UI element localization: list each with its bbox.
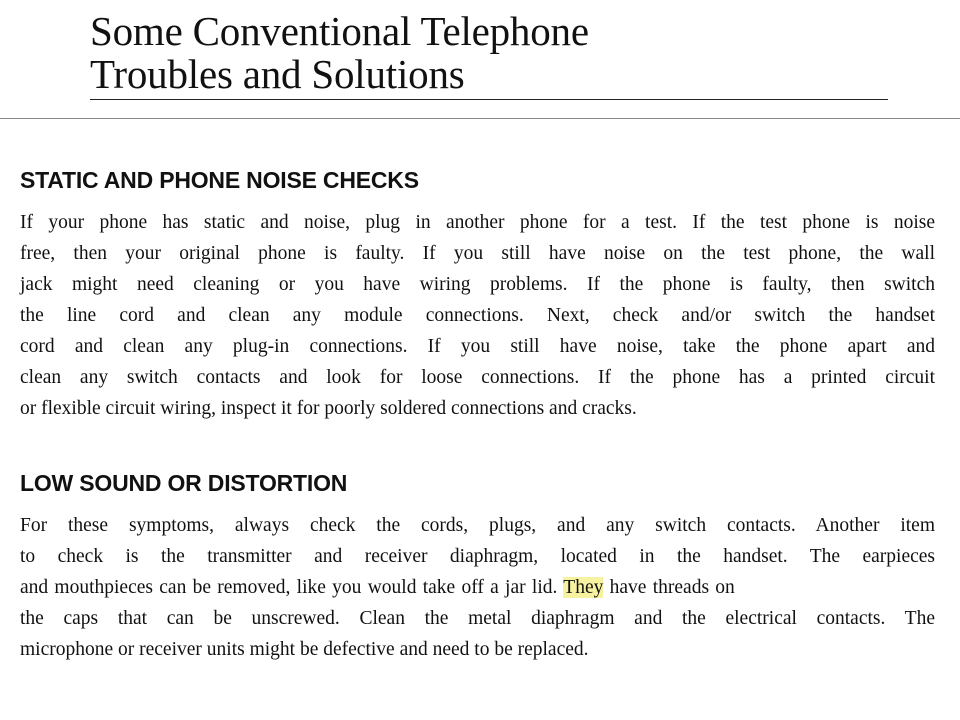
body-line: to check is the transmitter and receiver diaphragm, located in the handset. The earpieces — [20, 546, 935, 567]
section-low-sound — [20, 470, 935, 665]
body-line: microphone or receiver units might be defective and need to be replaced. — [20, 639, 589, 660]
body-line-segment: and mouthpieces can be removed, like you would take off a jar lid. — [20, 577, 564, 598]
body-line: clean any switch contacts and look for loose connections. If the phone has a printed circuit — [20, 367, 935, 388]
body-line: free, then your original phone is faulty. If you still have noise on the test phone, the wall — [20, 243, 935, 264]
section-heading-static: STATIC AND PHONE NOISE CHECKS — [20, 167, 419, 193]
header-divider — [0, 118, 960, 119]
section-static-noise — [20, 167, 935, 424]
section-body-low-sound — [20, 510, 935, 665]
section-body-static — [20, 207, 935, 424]
body-line: or flexible circuit wiring, inspect it for poorly soldered connections and cracks. — [20, 398, 637, 419]
title-underline — [90, 99, 888, 100]
page-title-line-2: Troubles and Solutions — [90, 51, 465, 97]
body-line: cord and clean any plug-in connections. If you still have noise, take the phone apart and — [20, 336, 935, 357]
body-line-segment: have threads on — [603, 577, 735, 598]
body-line: If your phone has static and noise, plug in another phone for a test. If the test phone is noise — [20, 212, 935, 233]
page-title-line-1: Some Conventional Telephone — [90, 8, 589, 54]
section-heading-low-sound: LOW SOUND OR DISTORTION — [20, 470, 348, 496]
body-line: jack might need cleaning or you have wiring problems. If the phone is faulty, then switch — [20, 274, 935, 295]
page-title — [90, 10, 890, 96]
body-line-with-highlight — [20, 572, 935, 603]
body-line: the caps that can be unscrewed. Clean the metal diaphragm and the electrical contacts. The — [20, 608, 935, 629]
highlighted-word: They — [563, 577, 604, 598]
body-line: the line cord and clean any module connections. Next, check and/or switch the handset — [20, 305, 935, 326]
body-line: For these symptoms, always check the cords, plugs, and any switch contacts. Another item — [20, 515, 935, 536]
